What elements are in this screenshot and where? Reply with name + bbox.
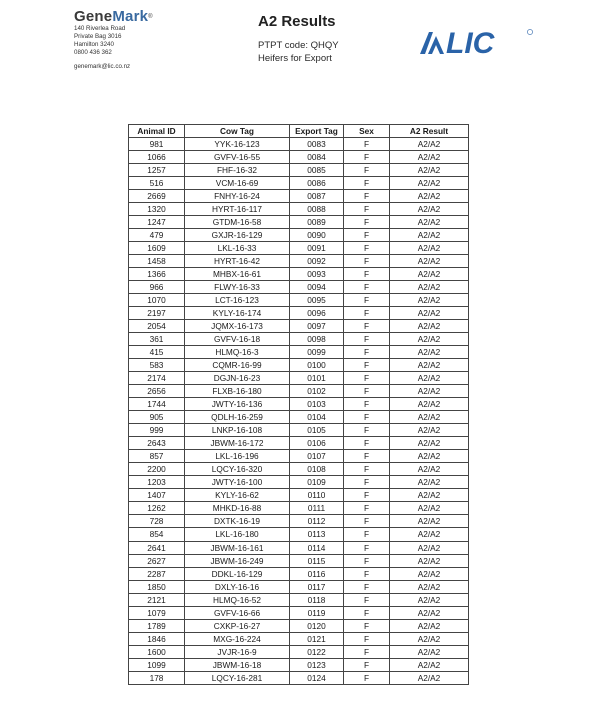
cow-tag-cell: LQCY-16-320 [185,463,290,476]
export-tag-cell: 0108 [290,463,344,476]
a2-result-cell: A2/A2 [390,515,469,528]
a2-result-cell: A2/A2 [390,619,469,632]
table-row [129,580,469,593]
animal-id-cell: 1407 [129,489,185,502]
cow-tag-cell: MHBX-16-61 [185,268,290,281]
a2-result-cell: A2/A2 [390,411,469,424]
sex-cell: F [344,190,390,203]
a2-result-cell: A2/A2 [390,333,469,346]
animal-id-cell: 999 [129,424,185,437]
report-header [258,13,368,65]
animal-id-cell: 2287 [129,567,185,580]
export-tag-cell: 0104 [290,411,344,424]
sex-cell: F [344,515,390,528]
table-row [129,151,469,164]
export-tag-cell: 0109 [290,476,344,489]
cow-tag-cell: KYLY-16-174 [185,307,290,320]
sex-cell: F [344,658,390,671]
animal-id-cell: 2121 [129,593,185,606]
table-row [129,320,469,333]
sex-cell: F [344,593,390,606]
sex-cell: F [344,502,390,515]
cow-tag-cell: CXKP-16-27 [185,619,290,632]
a2-result-cell: A2/A2 [390,450,469,463]
cow-tag-cell: LKL-16-180 [185,528,290,541]
animal-id-cell: 1257 [129,164,185,177]
sex-cell: F [344,411,390,424]
table-row [129,190,469,203]
lic-logo-mark [420,32,444,54]
a2-result-cell: A2/A2 [390,632,469,645]
sex-cell: F [344,450,390,463]
export-tag-cell: 0110 [290,489,344,502]
animal-id-cell: 178 [129,671,185,684]
table-row [129,567,469,580]
export-tag-cell: 0095 [290,294,344,307]
cow-tag-cell: FHF-16-32 [185,164,290,177]
cow-tag-cell: MHKD-16-88 [185,502,290,515]
animal-id-cell: 854 [129,528,185,541]
export-tag-cell: 0121 [290,632,344,645]
export-tag-cell: 0112 [290,515,344,528]
export-tag-cell: 0097 [290,320,344,333]
cow-tag-cell: LKL-16-33 [185,242,290,255]
sex-cell: F [344,268,390,281]
cow-tag-cell: QDLH-16-259 [185,411,290,424]
cow-tag-cell: VCM-16-69 [185,177,290,190]
a2-result-cell: A2/A2 [390,580,469,593]
cow-tag-cell: YYK-16-123 [185,138,290,151]
table-row [129,463,469,476]
trademark-symbol: ® [148,14,153,20]
export-tag-cell: 0087 [290,190,344,203]
sex-cell: F [344,671,390,684]
export-tag-cell: 0093 [290,268,344,281]
table-row [129,645,469,658]
export-tag-cell: 0119 [290,606,344,619]
export-tag-cell: 0084 [290,151,344,164]
sex-cell: F [344,281,390,294]
table-row [129,164,469,177]
export-tag-cell: 0094 [290,281,344,294]
sex-cell: F [344,372,390,385]
cow-tag-cell: HYRT-16-42 [185,255,290,268]
animal-id-cell: 479 [129,229,185,242]
table-row [129,398,469,411]
animal-id-cell: 981 [129,138,185,151]
sex-cell: F [344,476,390,489]
a2-result-cell: A2/A2 [390,177,469,190]
export-tag-cell: 0101 [290,372,344,385]
animal-id-cell: 1203 [129,476,185,489]
a2-result-cell: A2/A2 [390,398,469,411]
sex-cell: F [344,333,390,346]
animal-id-cell: 2174 [129,372,185,385]
export-tag-cell: 0090 [290,229,344,242]
export-tag-cell: 0099 [290,346,344,359]
a2-result-cell: A2/A2 [390,567,469,580]
a2-result-cell: A2/A2 [390,151,469,164]
animal-id-cell: 415 [129,346,185,359]
company-name-part2: Mark [112,8,149,25]
cow-tag-cell: DXTK-16-19 [185,515,290,528]
table-row [129,411,469,424]
a2-result-cell: A2/A2 [390,437,469,450]
table-row [129,359,469,372]
a2-result-cell: A2/A2 [390,320,469,333]
a2-result-cell: A2/A2 [390,489,469,502]
animal-id-cell: 1458 [129,255,185,268]
sex-cell: F [344,645,390,658]
column-header-sex: Sex [344,125,390,138]
cow-tag-cell: GVFV-16-55 [185,151,290,164]
cow-tag-cell: CQMR-16-99 [185,359,290,372]
table-row [129,281,469,294]
sex-cell: F [344,229,390,242]
animal-id-cell: 857 [129,450,185,463]
a2-result-cell: A2/A2 [390,359,469,372]
a2-result-cell: A2/A2 [390,593,469,606]
a2-result-cell: A2/A2 [390,658,469,671]
sex-cell: F [344,164,390,177]
export-tag-cell: 0106 [290,437,344,450]
sex-cell: F [344,151,390,164]
animal-id-cell: 1070 [129,294,185,307]
company-block [74,9,153,71]
results-table [128,124,469,685]
lic-logo-text: LIC [446,27,495,58]
table-row [129,333,469,346]
column-header-animal-id: Animal ID [129,125,185,138]
ptpt-code: PTPT code: QHQY [258,40,339,51]
table-row [129,632,469,645]
a2-result-cell: A2/A2 [390,229,469,242]
lic-logo [420,26,538,58]
table-row [129,593,469,606]
table-row [129,242,469,255]
a2-result-cell: A2/A2 [390,424,469,437]
cow-tag-cell: JQMX-16-173 [185,320,290,333]
address-line: Hamilton 3240 [74,41,114,49]
export-tag-cell: 0116 [290,567,344,580]
export-tag-cell: 0117 [290,580,344,593]
sex-cell: F [344,216,390,229]
a2-result-cell: A2/A2 [390,216,469,229]
cow-tag-cell: JVJR-16-9 [185,645,290,658]
sex-cell: F [344,424,390,437]
animal-id-cell: 1600 [129,645,185,658]
phone-number: 0800 436 362 [74,49,112,57]
table-row [129,424,469,437]
export-tag-cell: 0100 [290,359,344,372]
table-row [129,437,469,450]
company-email: genemark@lic.co.nz [74,63,131,71]
sex-cell: F [344,632,390,645]
cow-tag-cell: DXLY-16-16 [185,580,290,593]
animal-id-cell: 1609 [129,242,185,255]
sex-cell: F [344,619,390,632]
table-row [129,177,469,190]
animal-id-cell: 1850 [129,580,185,593]
table-row [129,216,469,229]
table-row [129,515,469,528]
export-tag-cell: 0114 [290,541,344,554]
export-tag-cell: 0107 [290,450,344,463]
table-body [129,138,469,685]
sex-cell: F [344,541,390,554]
a2-result-cell: A2/A2 [390,554,469,567]
cow-tag-cell: JBWM-16-172 [185,437,290,450]
a2-result-cell: A2/A2 [390,164,469,177]
sex-cell: F [344,138,390,151]
animal-id-cell: 2197 [129,307,185,320]
animal-id-cell: 2054 [129,320,185,333]
sex-cell: F [344,177,390,190]
company-name [74,9,153,25]
a2-result-cell: A2/A2 [390,541,469,554]
a2-result-cell: A2/A2 [390,645,469,658]
a2-result-cell: A2/A2 [390,476,469,489]
cow-tag-cell: JBWM-16-18 [185,658,290,671]
export-tag-cell: 0086 [290,177,344,190]
table-row [129,489,469,502]
address-line: Private Bag 3016 [74,33,122,41]
cow-tag-cell: HLMQ-16-52 [185,593,290,606]
export-tag-cell: 0103 [290,398,344,411]
export-tag-cell: 0124 [290,671,344,684]
table-row [129,346,469,359]
a2-result-cell: A2/A2 [390,294,469,307]
animal-id-cell: 2669 [129,190,185,203]
export-tag-cell: 0092 [290,255,344,268]
sex-cell: F [344,320,390,333]
table-row [129,203,469,216]
animal-id-cell: 2656 [129,385,185,398]
a2-result-cell: A2/A2 [390,385,469,398]
sex-cell: F [344,359,390,372]
a2-result-cell: A2/A2 [390,606,469,619]
animal-id-cell: 1247 [129,216,185,229]
export-tag-cell: 0098 [290,333,344,346]
animal-id-cell: 1066 [129,151,185,164]
a2-result-cell: A2/A2 [390,242,469,255]
animal-id-cell: 1320 [129,203,185,216]
table-row [129,450,469,463]
a2-result-cell: A2/A2 [390,255,469,268]
export-tag-cell: 0102 [290,385,344,398]
sex-cell: F [344,606,390,619]
table-row [129,606,469,619]
export-tag-cell: 0113 [290,528,344,541]
a2-result-cell: A2/A2 [390,281,469,294]
cow-tag-cell: GTDM-16-58 [185,216,290,229]
animal-id-cell: 1846 [129,632,185,645]
sex-cell: F [344,554,390,567]
animal-id-cell: 1262 [129,502,185,515]
cow-tag-cell: JWTY-16-136 [185,398,290,411]
table-row [129,619,469,632]
table-row [129,268,469,281]
cow-tag-cell: DGJN-16-23 [185,372,290,385]
animal-id-cell: 966 [129,281,185,294]
export-tag-cell: 0085 [290,164,344,177]
cow-tag-cell: JBWM-16-249 [185,554,290,567]
table-row [129,385,469,398]
animal-id-cell: 905 [129,411,185,424]
cow-tag-cell: MXG-16-224 [185,632,290,645]
a2-result-cell: A2/A2 [390,203,469,216]
table-row [129,658,469,671]
animal-id-cell: 728 [129,515,185,528]
cow-tag-cell: FLWY-16-33 [185,281,290,294]
sex-cell: F [344,307,390,320]
report-subtitle: Heifers for Export [258,53,332,64]
a2-result-cell: A2/A2 [390,463,469,476]
sex-cell: F [344,242,390,255]
sex-cell: F [344,255,390,268]
cow-tag-cell: LCT-16-123 [185,294,290,307]
report-title: A2 Results [258,13,336,30]
sex-cell: F [344,385,390,398]
export-tag-cell: 0096 [290,307,344,320]
animal-id-cell: 1079 [129,606,185,619]
sex-cell: F [344,203,390,216]
sex-cell: F [344,398,390,411]
animal-id-cell: 1744 [129,398,185,411]
export-tag-cell: 0120 [290,619,344,632]
export-tag-cell: 0111 [290,502,344,515]
cow-tag-cell: FNHY-16-24 [185,190,290,203]
results-table-container [128,124,468,685]
table-row [129,541,469,554]
a2-result-cell: A2/A2 [390,268,469,281]
animal-id-cell: 1789 [129,619,185,632]
a2-result-cell: A2/A2 [390,190,469,203]
cow-tag-cell: GVFV-16-18 [185,333,290,346]
export-tag-cell: 0122 [290,645,344,658]
table-row [129,307,469,320]
a2-result-cell: A2/A2 [390,307,469,320]
animal-id-cell: 2641 [129,541,185,554]
table-row [129,554,469,567]
sex-cell: F [344,567,390,580]
cow-tag-cell: JBWM-16-161 [185,541,290,554]
cow-tag-cell: DDKL-16-129 [185,567,290,580]
table-row [129,502,469,515]
sex-cell: F [344,346,390,359]
column-header-a2-result: A2 Result [390,125,469,138]
sex-cell: F [344,294,390,307]
animal-id-cell: 2643 [129,437,185,450]
column-header-cow-tag: Cow Tag [185,125,290,138]
a2-result-cell: A2/A2 [390,671,469,684]
animal-id-cell: 2627 [129,554,185,567]
table-row [129,671,469,684]
address-line: 140 Riverlea Road [74,25,126,32]
export-tag-cell: 0083 [290,138,344,151]
company-name-part1: Gene [74,8,113,25]
export-tag-cell: 0123 [290,658,344,671]
animal-id-cell: 516 [129,177,185,190]
table-row [129,138,469,151]
animal-id-cell: 361 [129,333,185,346]
a2-result-cell: A2/A2 [390,138,469,151]
column-header-export-tag: Export Tag [290,125,344,138]
cow-tag-cell: LNKP-16-108 [185,424,290,437]
a2-result-cell: A2/A2 [390,502,469,515]
animal-id-cell: 1099 [129,658,185,671]
animal-id-cell: 583 [129,359,185,372]
table-row [129,255,469,268]
table-row [129,372,469,385]
table-row [129,476,469,489]
cow-tag-cell: JWTY-16-100 [185,476,290,489]
export-tag-cell: 0105 [290,424,344,437]
table-header-row [129,125,469,138]
a2-result-cell: A2/A2 [390,372,469,385]
sex-cell: F [344,463,390,476]
a2-result-cell: A2/A2 [390,346,469,359]
export-tag-cell: 0088 [290,203,344,216]
cow-tag-cell: HYRT-16-117 [185,203,290,216]
cow-tag-cell: GVFV-16-66 [185,606,290,619]
cow-tag-cell: HLMQ-16-3 [185,346,290,359]
a2-result-cell: A2/A2 [390,528,469,541]
sex-cell: F [344,528,390,541]
table-row [129,294,469,307]
table-row [129,229,469,242]
export-tag-cell: 0115 [290,554,344,567]
cow-tag-cell: KYLY-16-62 [185,489,290,502]
table-row [129,528,469,541]
sex-cell: F [344,580,390,593]
animal-id-cell: 1366 [129,268,185,281]
cow-tag-cell: LQCY-16-281 [185,671,290,684]
export-tag-cell: 0091 [290,242,344,255]
cow-tag-cell: GXJR-16-129 [185,229,290,242]
cow-tag-cell: FLXB-16-180 [185,385,290,398]
sex-cell: F [344,437,390,450]
animal-id-cell: 2200 [129,463,185,476]
export-tag-cell: 0118 [290,593,344,606]
cow-tag-cell: LKL-16-196 [185,450,290,463]
export-tag-cell: 0089 [290,216,344,229]
sex-cell: F [344,489,390,502]
